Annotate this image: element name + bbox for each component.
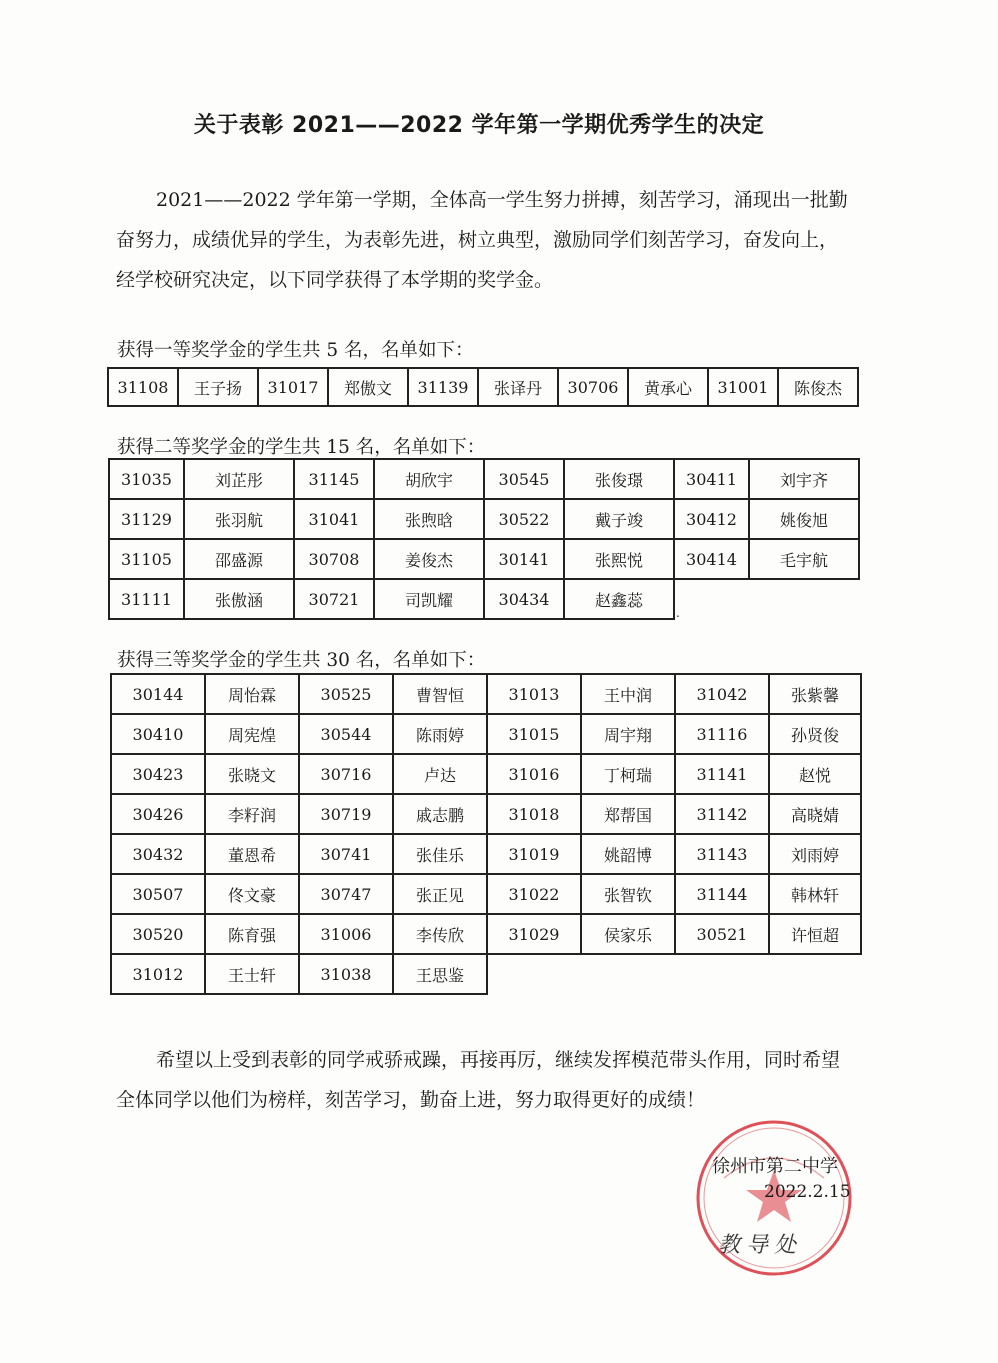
table-row: [111, 834, 861, 874]
student-id-cell: 31029: [487, 914, 581, 954]
student-id-cell: 30741: [299, 834, 393, 874]
student-id-cell: 31018: [487, 794, 581, 834]
student-id-cell: 31105: [109, 539, 184, 579]
student-id-cell: 30545: [484, 459, 564, 499]
student-id-cell: 30507: [111, 874, 205, 914]
student-name-cell: 司凯耀: [374, 579, 484, 619]
student-id-cell: 31129: [109, 499, 184, 539]
student-id-cell: 31111: [109, 579, 184, 619]
table-row: [109, 499, 859, 539]
student-id-cell: 30521: [675, 914, 769, 954]
first-prize-label: 获得一等奖学金的学生共 5 名，名单如下：: [117, 340, 474, 361]
student-id-cell: 31015: [487, 714, 581, 754]
student-name-cell: 周宇翔: [581, 714, 675, 754]
student-name-cell: 张智钦: [581, 874, 675, 914]
student-id-cell: 31145: [294, 459, 374, 499]
student-name-cell: 王中润: [581, 674, 675, 714]
student-id-cell: 31017: [258, 368, 328, 406]
empty-cell: [487, 954, 581, 994]
student-name-cell: 胡欣宇: [374, 459, 484, 499]
student-name-cell: 戴子竣: [564, 499, 674, 539]
student-name-cell: 张正见: [393, 874, 487, 914]
empty-cell: [675, 954, 769, 994]
student-name-cell: 韩林轩: [769, 874, 861, 914]
table-row: [111, 914, 861, 954]
table-row: [111, 874, 861, 914]
student-id-cell: 31143: [675, 834, 769, 874]
student-id-cell: 31019: [487, 834, 581, 874]
student-name-cell: 张煦晗: [374, 499, 484, 539]
student-name-cell: 黄承心: [628, 368, 708, 406]
student-name-cell: 郑帮国: [581, 794, 675, 834]
student-name-cell: 刘宇齐: [749, 459, 859, 499]
third-prize-table: [110, 673, 862, 995]
student-name-cell: 王士轩: [205, 954, 299, 994]
student-id-cell: 30544: [299, 714, 393, 754]
student-name-cell: 周宪煌: [205, 714, 299, 754]
empty-cell: [674, 579, 749, 619]
table-row: [109, 579, 859, 619]
student-name-cell: 陈育强: [205, 914, 299, 954]
student-id-cell: 31141: [675, 754, 769, 794]
student-name-cell: 张羽航: [184, 499, 294, 539]
empty-cell: [581, 954, 675, 994]
table-row: [109, 539, 859, 579]
table-row: [111, 674, 861, 714]
student-name-cell: 佟文豪: [205, 874, 299, 914]
student-name-cell: 姚俊旭: [749, 499, 859, 539]
table-row: [111, 794, 861, 834]
student-id-cell: 31035: [109, 459, 184, 499]
document-title: 关于表彰 2021——2022 学年第一学期优秀学生的决定: [193, 113, 765, 138]
student-name-cell: 王子扬: [178, 368, 258, 406]
table-row: [111, 754, 861, 794]
student-id-cell: 30520: [111, 914, 205, 954]
student-name-cell: 姚韶博: [581, 834, 675, 874]
student-name-cell: 戚志鹏: [393, 794, 487, 834]
intro-paragraph: [116, 180, 856, 300]
student-id-cell: 30414: [674, 539, 749, 579]
student-name-cell: 张傲涵: [184, 579, 294, 619]
student-id-cell: 30411: [674, 459, 749, 499]
student-id-cell: 31142: [675, 794, 769, 834]
student-name-cell: 郑傲文: [328, 368, 408, 406]
student-name-cell: 李传欣: [393, 914, 487, 954]
student-name-cell: 毛宇航: [749, 539, 859, 579]
student-name-cell: 侯家乐: [581, 914, 675, 954]
student-id-cell: 30426: [111, 794, 205, 834]
student-name-cell: 周怡霖: [205, 674, 299, 714]
student-id-cell: 30721: [294, 579, 374, 619]
student-name-cell: 曹智恒: [393, 674, 487, 714]
student-name-cell: 张译丹: [478, 368, 558, 406]
student-name-cell: 李籽润: [205, 794, 299, 834]
student-id-cell: 31001: [708, 368, 778, 406]
student-name-cell: 赵鑫蕊: [564, 579, 674, 619]
student-id-cell: 30410: [111, 714, 205, 754]
student-id-cell: 31038: [299, 954, 393, 994]
student-id-cell: 31144: [675, 874, 769, 914]
closing-paragraph: [116, 1040, 856, 1120]
student-id-cell: 30141: [484, 539, 564, 579]
signature-date: 2022.2.15: [764, 1182, 851, 1202]
student-name-cell: 刘雨婷: [769, 834, 861, 874]
student-id-cell: 31022: [487, 874, 581, 914]
student-id-cell: 30412: [674, 499, 749, 539]
student-id-cell: 30708: [294, 539, 374, 579]
student-name-cell: 张晓文: [205, 754, 299, 794]
student-name-cell: 张熙悦: [564, 539, 674, 579]
student-id-cell: 31116: [675, 714, 769, 754]
table-row: [109, 459, 859, 499]
student-id-cell: 30525: [299, 674, 393, 714]
student-id-cell: 31013: [487, 674, 581, 714]
third-prize-label: 获得三等奖学金的学生共 30 名，名单如下：: [117, 650, 486, 671]
student-id-cell: 31041: [294, 499, 374, 539]
student-name-cell: 卢达: [393, 754, 487, 794]
student-name-cell: 张紫馨: [769, 674, 861, 714]
student-id-cell: 31012: [111, 954, 205, 994]
student-id-cell: 30719: [299, 794, 393, 834]
intro-text: 2021——2022 学年第一学期，全体高一学生努力拼搏，刻苦学习，涌现出一批勤奋努力，成绩优异的学生，为表彰先进，树立典型，激励同学们刻苦学习，奋发向上，经学校研究决定，以下同学获得了本学期的奖学金。: [116, 189, 848, 291]
student-name-cell: 陈雨婷: [393, 714, 487, 754]
student-name-cell: 孙贤俊: [769, 714, 861, 754]
empty-cell: [749, 579, 859, 619]
student-id-cell: 30706: [558, 368, 628, 406]
student-name-cell: 赵悦: [769, 754, 861, 794]
student-id-cell: 31006: [299, 914, 393, 954]
signature-office: 教导处: [718, 1233, 803, 1258]
second-prize-label: 获得二等奖学金的学生共 15 名，名单如下：: [117, 437, 486, 458]
student-id-cell: 30432: [111, 834, 205, 874]
student-name-cell: 邵盛源: [184, 539, 294, 579]
student-name-cell: 高晓婧: [769, 794, 861, 834]
student-name-cell: 姜俊杰: [374, 539, 484, 579]
second-prize-table: [108, 458, 860, 620]
student-name-cell: 丁柯瑞: [581, 754, 675, 794]
student-name-cell: 董恩希: [205, 834, 299, 874]
student-id-cell: 30522: [484, 499, 564, 539]
student-name-cell: 刘芷彤: [184, 459, 294, 499]
student-name-cell: 张俊璟: [564, 459, 674, 499]
student-name-cell: 许恒超: [769, 914, 861, 954]
student-id-cell: 31139: [408, 368, 478, 406]
first-prize-table: [107, 367, 859, 407]
student-name-cell: 陈俊杰: [778, 368, 858, 406]
stray-mark: .: [676, 606, 680, 620]
student-id-cell: 31042: [675, 674, 769, 714]
table-row: [111, 714, 861, 754]
student-id-cell: 31108: [108, 368, 178, 406]
table-row: [108, 368, 858, 406]
student-id-cell: 30716: [299, 754, 393, 794]
student-name-cell: 王思鉴: [393, 954, 487, 994]
student-id-cell: 30423: [111, 754, 205, 794]
empty-cell: [769, 954, 861, 994]
closing-text: 希望以上受到表彰的同学戒骄戒躁，再接再厉，继续发挥模范带头作用，同时希望全体同学以他们为榜样，刻苦学习，勤奋上进，努力取得更好的成绩！: [116, 1049, 841, 1111]
student-name-cell: 张佳乐: [393, 834, 487, 874]
student-id-cell: 31016: [487, 754, 581, 794]
signature-school: 徐州市第二中学: [712, 1156, 838, 1177]
student-id-cell: 30747: [299, 874, 393, 914]
student-id-cell: 30434: [484, 579, 564, 619]
student-id-cell: 30144: [111, 674, 205, 714]
table-row: [111, 954, 861, 994]
